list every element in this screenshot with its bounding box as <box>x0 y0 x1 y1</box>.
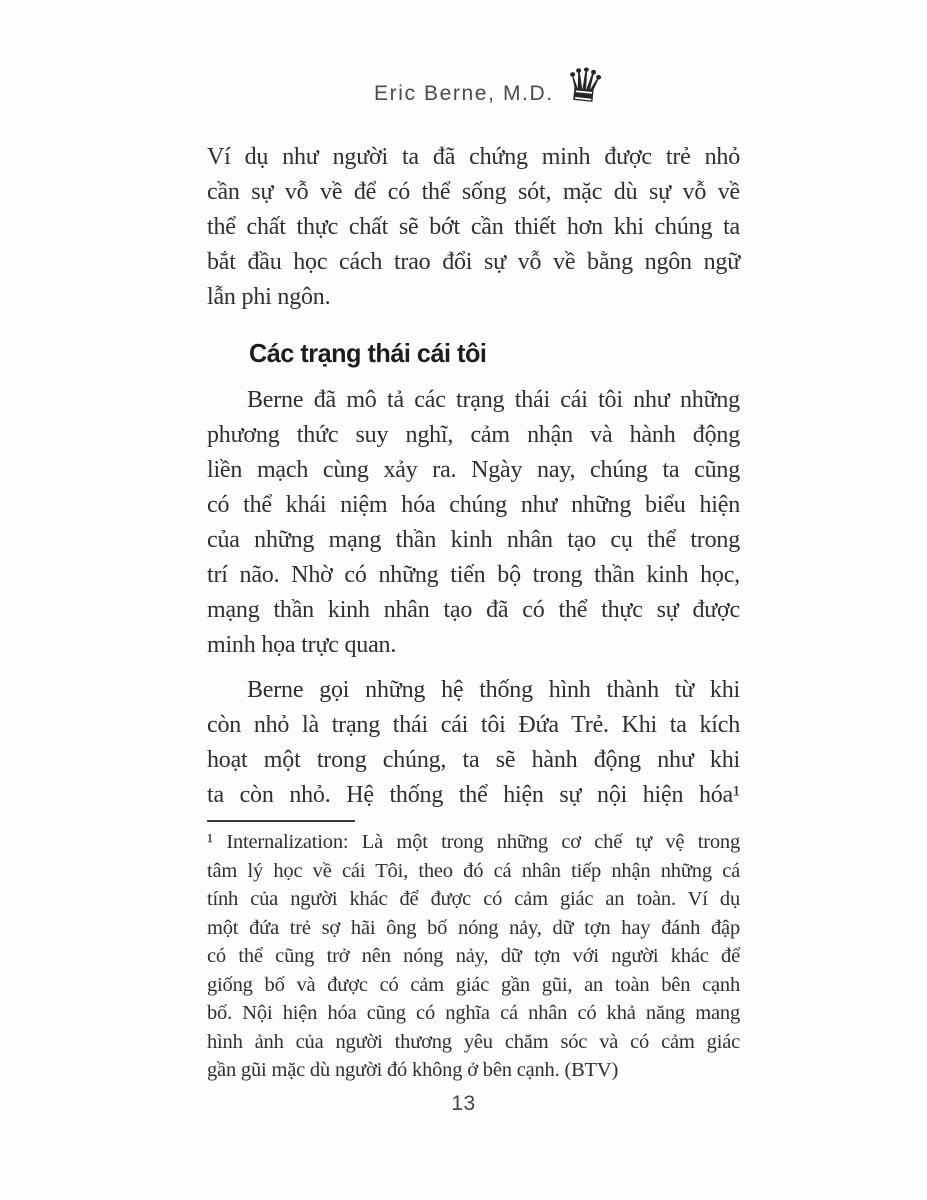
paragraph-ego-states <box>207 383 740 663</box>
chess-queen-icon: ♛ <box>560 55 608 115</box>
text-line: minh họa trực quan. <box>207 632 397 658</box>
paragraph-strokes <box>207 140 740 315</box>
text-line: cần sự vỗ về để có thể sống sót, mặc dù sự vỗ về <box>207 179 740 205</box>
footnote-separator <box>207 820 355 822</box>
text-line: Berne gọi những hệ thống hình thành từ khi <box>247 677 740 703</box>
text-line: có thể cũng trở nên nóng nảy, dữ tợn với người khác để <box>207 945 740 967</box>
text-line: ta còn nhỏ. Hệ thống thể hiện sự nội hiện hóa¹ <box>207 782 740 808</box>
author-name: Eric Berne, M.D. <box>374 82 554 105</box>
text-line: còn nhỏ là trạng thái cái tôi Đứa Trẻ. Khi ta kích <box>207 712 740 738</box>
footnote-internalization <box>207 828 740 1085</box>
text-line: một đứa trẻ sợ hãi ông bố nóng nảy, dữ tợn hay đánh đập <box>207 916 740 939</box>
section-heading: Các trạng thái cái tôi <box>249 338 487 368</box>
text-line: lẫn phi ngôn. <box>207 284 331 310</box>
text-line: bố. Nội hiện hóa cũng có nghĩa cá nhân có khả năng mang <box>207 1002 740 1024</box>
text-line: của những mạng thần kinh nhân tạo cụ thể trong <box>207 527 740 553</box>
text-line: Ví dụ như người ta đã chứng minh được trẻ nhỏ <box>207 144 740 170</box>
text-line: bắt đầu học cách trao đổi sự vỗ về bằng ngôn ngữ <box>207 249 740 275</box>
text-line: tâm lý học về cái Tôi, theo đó cá nhân tiếp nhận những cá <box>207 859 740 882</box>
page-header <box>0 55 927 115</box>
text-line: trí não. Nhờ có những tiến bộ trong thần kinh học, <box>207 562 740 588</box>
text-line: hoạt một trong chúng, ta sẽ hành động như khi <box>207 747 740 773</box>
text-line: gần gũi mặc dù người đó không ở bên cạnh. (BTV) <box>207 1059 619 1081</box>
text-line: giống bố và được có cảm giác gần gũi, an toàn bên cạnh <box>207 973 740 996</box>
text-line: ¹ Internalization: Là một trong những cơ chế tự vệ trong <box>207 831 740 853</box>
text-line: tính của người khác để được có cảm giác an toàn. Ví dụ <box>207 888 740 910</box>
text-column <box>207 140 740 1085</box>
paragraph-child-ego-state <box>207 673 740 813</box>
text-line: thể chất thực chất sẽ bớt cần thiết hơn khi chúng ta <box>207 214 740 240</box>
text-line: mạng thần kinh nhân tạo đã có thể thực sự được <box>207 597 740 623</box>
text-line: Berne đã mô tả các trạng thái cái tôi như những <box>247 387 740 413</box>
text-line: phương thức suy nghĩ, cảm nhận và hành động <box>207 422 740 448</box>
text-line: liền mạch cùng xảy ra. Ngày nay, chúng ta cũng <box>207 457 740 483</box>
page-number: 13 <box>451 1092 476 1115</box>
text-line: hình ảnh của người thương yêu chăm sóc và có cảm giác <box>207 1030 740 1053</box>
text-line: có thể khái niệm hóa chúng như những biểu hiện <box>207 492 740 518</box>
